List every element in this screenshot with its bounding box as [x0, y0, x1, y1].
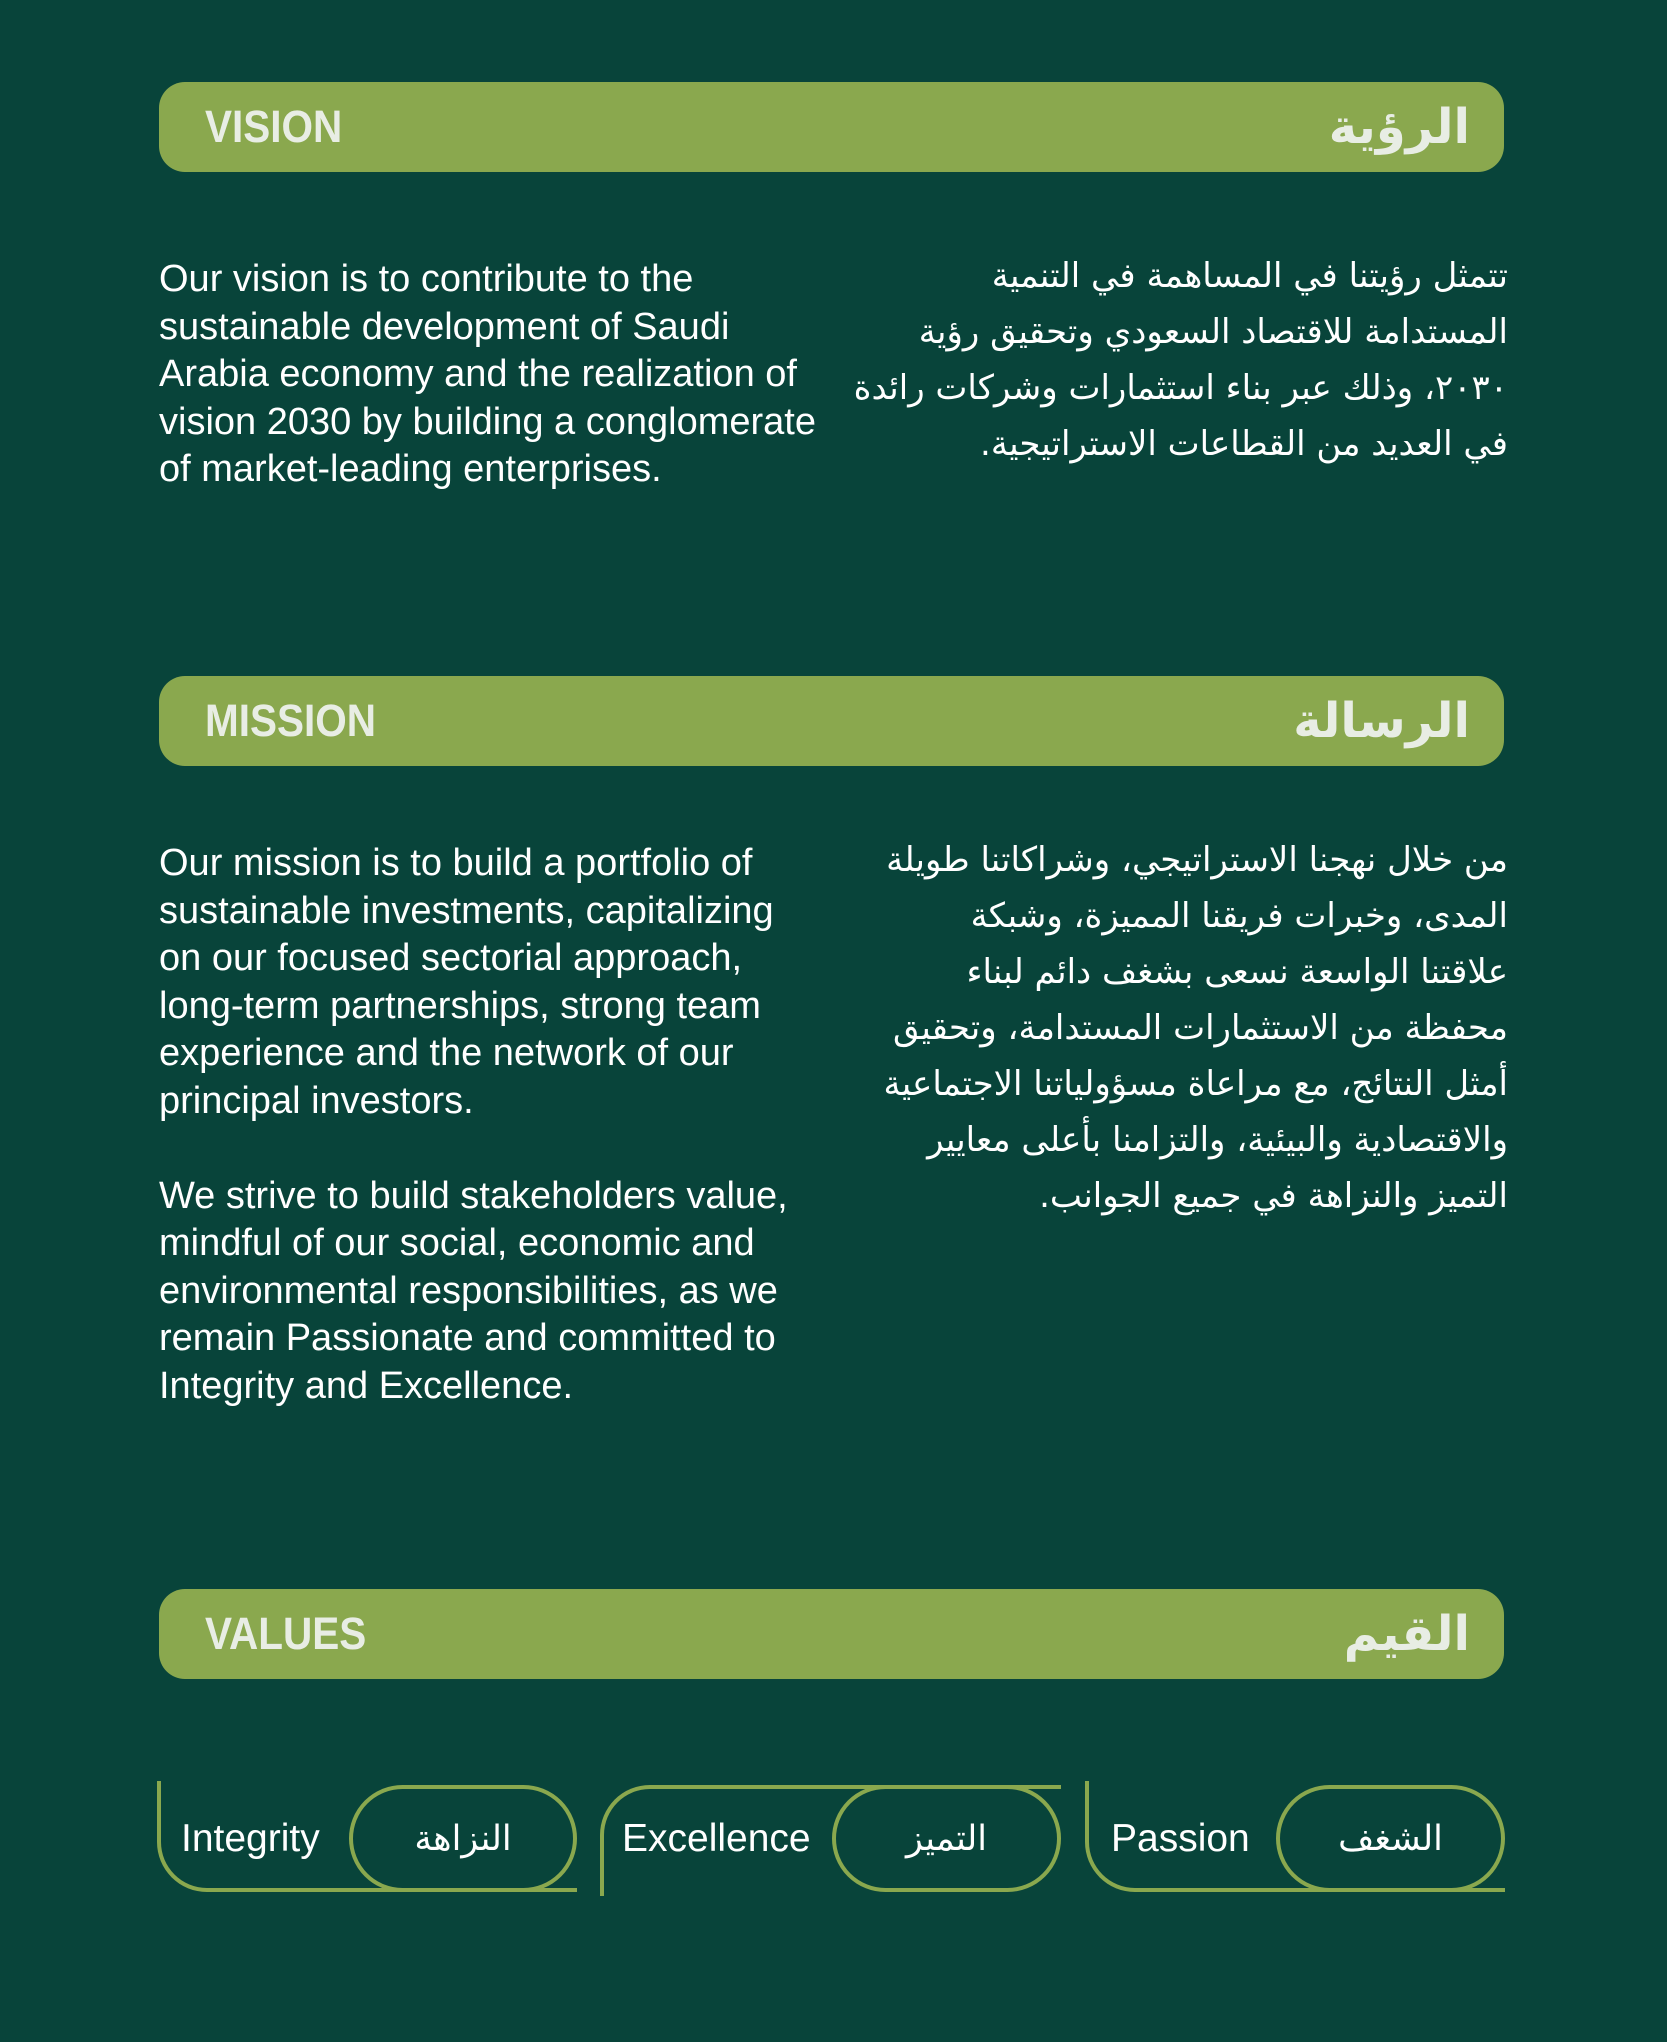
value-pill: [832, 1785, 1061, 1892]
vision-title-en: VISION: [205, 101, 343, 152]
mission-body-en: [159, 840, 819, 1410]
value-label-ar: التميز: [905, 1818, 988, 1859]
mission-paragraph-ar: من خلال نهجنا الاستراتيجي، وشراكاتنا طويلة المدى، وخبرات فريقنا المميزة، وشبكة علاقتنا الواسعة نسعى بشغف دائم لبناء محفظة من الاستثمارات المستدامة، وتحقيق أمثل النتائج، مع مراعاة مسؤولياتنا الاجتماعية والاقتصادية والبيئية، والتزامنا بأعلى معايير التميز والنزاهة في جميع الجوانب.: [883, 840, 1508, 1216]
mission-body-ar: [878, 832, 1508, 1224]
vision-paragraph-ar: تتمثل رؤيتنا في المساهمة في التنمية المستدامة للاقتصاد السعودي وتحقيق رؤية ٢٠٣٠، وذلك عبر بناء استثمارات وشركات رائدة في العديد من القطاعات الاستراتيجية.: [853, 256, 1508, 464]
value-card-excellence: [600, 1785, 1061, 1892]
value-pill: [1276, 1785, 1505, 1892]
value-card-passion: [1085, 1785, 1505, 1892]
value-label-en: Passion: [1111, 1816, 1250, 1860]
vision-body-en: [159, 256, 839, 494]
vision-title-ar: الرؤية: [1328, 99, 1470, 155]
vision-header-bar: [159, 82, 1504, 172]
values-title-en: VALUES: [205, 1608, 367, 1659]
vision-body-ar: [848, 248, 1508, 472]
mission-paragraph-1-en: Our mission is to build a portfolio of sustainable investments, capitalizing on our focused sectorial approach, long-term partnerships, strong team experience and the network of our principal investors.: [159, 842, 774, 1122]
value-pill: [349, 1785, 577, 1892]
value-card-integrity: [157, 1785, 577, 1892]
values-title-ar: القيم: [1343, 1606, 1470, 1662]
vision-paragraph-en: Our vision is to contribute to the sustainable development of Saudi Arabia economy and the realization of vision 2030 by building a conglomerate of market-leading enterprises.: [159, 258, 816, 490]
value-label-en: Excellence: [622, 1816, 811, 1860]
value-label-ar: الشغف: [1338, 1818, 1443, 1859]
mission-paragraph-2-en: We strive to build stakeholders value, mindful of our social, economic and environmental responsibilities, as we remain Passionate and committed to Integrity and Excellence.: [159, 1174, 788, 1407]
value-label-en: Integrity: [181, 1816, 320, 1860]
mission-header-bar: [159, 676, 1504, 766]
mission-title-ar: الرسالة: [1293, 693, 1470, 749]
mission-title-en: MISSION: [205, 695, 377, 746]
values-header-bar: [159, 1589, 1504, 1679]
value-label-ar: النزاهة: [414, 1818, 512, 1859]
